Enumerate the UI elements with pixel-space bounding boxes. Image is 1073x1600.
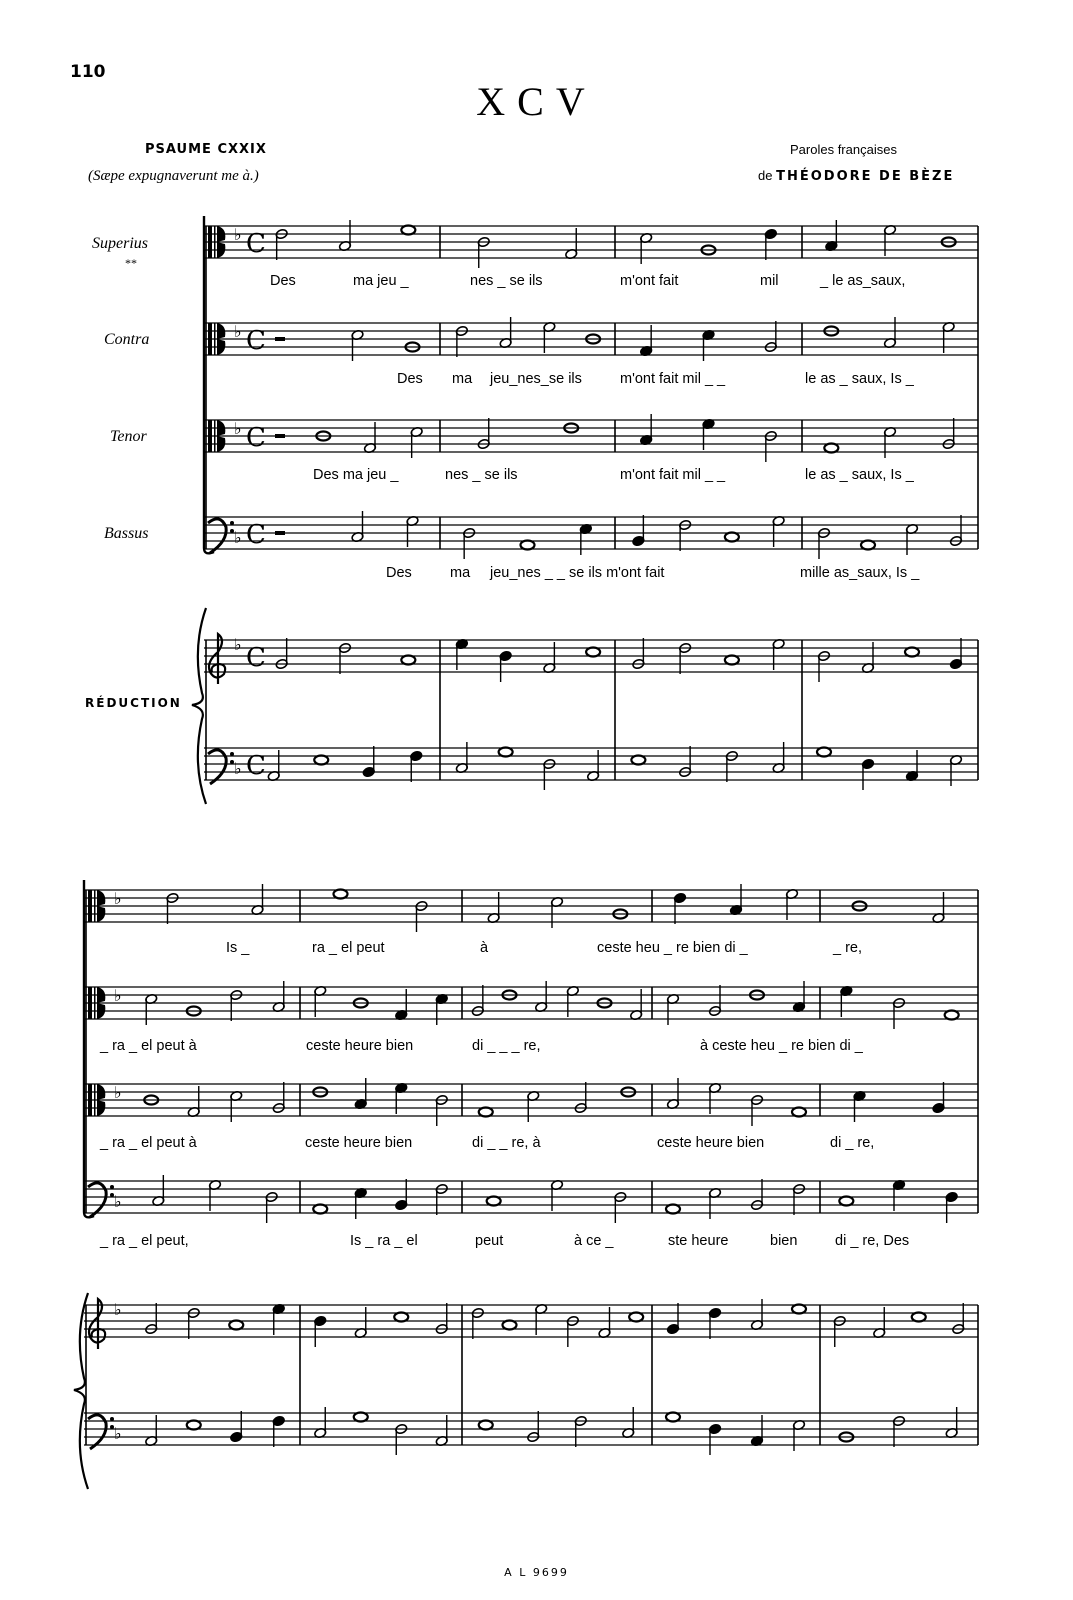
c-clef-icon xyxy=(214,226,216,258)
whole-note xyxy=(817,748,831,757)
lyric-syllable: m'ont fait xyxy=(620,273,679,289)
lyrics-credit: Paroles françaises xyxy=(790,142,897,157)
c-clef-icon xyxy=(94,987,96,1019)
lyric-syllable: _ re, xyxy=(833,940,863,956)
c-clef-icon xyxy=(88,1084,92,1116)
f-clef-icon xyxy=(230,521,234,525)
lyric-syllable: Is _ ra _ el xyxy=(350,1233,418,1249)
c-clef-icon xyxy=(94,890,96,922)
psalm-heading: PSAUME CXXIX xyxy=(145,142,267,157)
flat-icon: ♭ xyxy=(234,419,242,438)
whole-note xyxy=(792,1108,806,1117)
whole-note xyxy=(187,1421,201,1430)
f-clef-icon xyxy=(88,1415,106,1449)
flat-icon: ♭ xyxy=(234,528,242,547)
whole-note xyxy=(725,533,739,542)
whole-note xyxy=(314,756,328,765)
f-clef-icon xyxy=(208,750,226,784)
whole-note xyxy=(334,890,348,899)
whole-note xyxy=(666,1205,680,1214)
whole-note xyxy=(521,541,535,550)
flat-icon: ♭ xyxy=(114,986,122,1005)
whole-note xyxy=(912,1313,926,1322)
lyric-syllable: à xyxy=(480,940,489,956)
lyric-syllable: ma jeu _ xyxy=(353,273,409,289)
lyric-syllable: ceste heu _ re bien di _ xyxy=(597,940,748,956)
lyric-syllable: di _ _ _ re, xyxy=(472,1038,541,1054)
lyric-syllable: _ ra _ el peut à xyxy=(100,1038,197,1054)
lyric-syllable: le as _ saux, Is _ xyxy=(805,467,914,483)
whole-note xyxy=(905,648,919,657)
whole-note xyxy=(586,648,600,657)
voice-label-contra: Contra xyxy=(104,331,150,348)
lyric-syllable: di _ re, xyxy=(830,1135,875,1151)
staff-lines xyxy=(84,226,978,1445)
flat-icon: ♭ xyxy=(234,225,242,244)
c-clef-icon xyxy=(208,226,212,258)
lyric-syllable: di _ _ re, à xyxy=(472,1135,541,1151)
common-time-icon: C xyxy=(246,326,266,356)
rest xyxy=(275,434,285,438)
f-clef-icon xyxy=(88,1183,106,1217)
lyric-syllable: ra _ el peut xyxy=(312,940,385,956)
flat-icon: ♭ xyxy=(114,889,122,908)
whole-note xyxy=(401,656,415,665)
whole-note xyxy=(945,1011,959,1020)
system-1-brace xyxy=(192,608,206,804)
lyric-syllable: mille as_saux, Is _ xyxy=(800,565,920,581)
lyric-syllable: _ ra _ el peut à xyxy=(100,1135,197,1151)
whole-note xyxy=(313,1205,327,1214)
f-clef-icon xyxy=(110,1185,114,1189)
voice-label-bassus: Bassus xyxy=(104,525,149,542)
lyric-syllable: à ceste heu _ re bien di _ xyxy=(700,1038,863,1054)
lyric-syllable: Des xyxy=(386,565,412,581)
c-clef-icon xyxy=(88,890,92,922)
lyric-syllable: ma xyxy=(452,371,473,387)
page-number: 110 xyxy=(70,62,106,82)
f-clef-icon xyxy=(110,1417,114,1421)
rest xyxy=(275,531,285,535)
plate-number: A L 9699 xyxy=(504,1566,569,1579)
flat-icon: ♭ xyxy=(114,1192,122,1211)
lyric-syllable: ceste heure bien xyxy=(657,1135,765,1151)
lyric-syllable: nes _ se ils xyxy=(470,273,543,289)
lyric-syllable: à ce _ xyxy=(574,1233,614,1249)
c-clef-icon xyxy=(88,987,92,1019)
common-time-icon: C xyxy=(246,751,266,781)
voice-label-superius: Superius xyxy=(92,235,148,252)
whole-note xyxy=(725,656,739,665)
whole-note xyxy=(394,1313,408,1322)
superius-mark: ** xyxy=(125,256,137,270)
piece-title: XCV xyxy=(476,79,597,124)
common-time-icon: C xyxy=(246,229,266,259)
lyric-syllable: jeu_nes_se ils xyxy=(490,371,582,387)
flat-icon: ♭ xyxy=(114,1300,122,1319)
whole-note xyxy=(229,1321,243,1330)
c-clef-icon xyxy=(214,323,216,355)
lyric-syllable: Des ma jeu _ xyxy=(313,467,399,483)
flat-icon: ♭ xyxy=(234,635,242,654)
author-name: THÉODORE DE BÈZE xyxy=(776,169,955,184)
flat-icon: ♭ xyxy=(234,322,242,341)
lyric-syllable: le as _ saux, Is _ xyxy=(805,371,914,387)
whole-note xyxy=(479,1108,493,1117)
rest xyxy=(275,337,285,341)
whole-note xyxy=(499,748,513,757)
whole-note xyxy=(479,1421,493,1430)
clefs xyxy=(88,225,266,1449)
lyric-syllable: nes _ se ils xyxy=(445,467,518,483)
c-clef-icon xyxy=(208,323,212,355)
flat-icon: ♭ xyxy=(234,759,242,778)
flat-icon: ♭ xyxy=(114,1083,122,1102)
notes xyxy=(144,220,965,1455)
whole-note xyxy=(792,1305,806,1314)
whole-note xyxy=(503,1321,517,1330)
voice-label-tenor: Tenor xyxy=(110,428,147,445)
c-clef-icon xyxy=(214,420,216,452)
whole-note xyxy=(839,1197,853,1206)
lyric-syllable: _ ra _ el peut, xyxy=(100,1233,189,1249)
whole-note xyxy=(629,1313,643,1322)
lyric-syllable: Des xyxy=(270,273,296,289)
c-clef-icon xyxy=(94,1084,96,1116)
lyric-syllable: ceste heure bien xyxy=(306,1038,414,1054)
flat-icon: ♭ xyxy=(114,1424,122,1443)
lyric-syllable: mil xyxy=(760,273,779,289)
lyric-syllable: m'ont fait mil _ _ xyxy=(620,467,726,483)
lyric-syllable: ceste heure bien xyxy=(305,1135,413,1151)
lyric-syllable: bien xyxy=(770,1233,798,1249)
f-clef-icon xyxy=(208,519,226,553)
lyric-syllable: ste heure xyxy=(668,1233,729,1249)
lyric-syllable: m'ont fait mil _ _ xyxy=(620,371,726,387)
whole-note xyxy=(354,1413,368,1422)
lyric-syllable: Des xyxy=(397,371,423,387)
lyric-syllable: Is _ xyxy=(226,940,250,956)
lyric-syllable: jeu_nes _ _ se ils m'ont fait xyxy=(490,565,665,581)
whole-note xyxy=(824,444,838,453)
common-time-icon: C xyxy=(246,643,266,673)
whole-note xyxy=(631,756,645,765)
author-prefix: de xyxy=(758,168,773,183)
f-clef-icon xyxy=(230,752,234,756)
lyric-syllable: di _ re, Des xyxy=(835,1233,910,1249)
whole-note xyxy=(487,1197,501,1206)
barlines xyxy=(86,226,978,1445)
whole-note xyxy=(666,1413,680,1422)
lyric-syllable: ma xyxy=(450,565,471,581)
lyric-syllable: peut xyxy=(475,1233,504,1249)
common-time-icon: C xyxy=(246,520,266,550)
whole-note xyxy=(861,541,875,550)
whole-note xyxy=(401,226,415,235)
c-clef-icon xyxy=(208,420,212,452)
latin-incipit: (Sæpe expugnaverunt me à.) xyxy=(88,168,259,184)
g-clef-icon xyxy=(209,634,225,684)
lyric-syllable: _ le as_saux, xyxy=(820,273,906,289)
reduction-label: RÉDUCTION xyxy=(85,696,182,710)
common-time-icon: C xyxy=(246,423,266,453)
g-clef-icon xyxy=(89,1299,105,1349)
